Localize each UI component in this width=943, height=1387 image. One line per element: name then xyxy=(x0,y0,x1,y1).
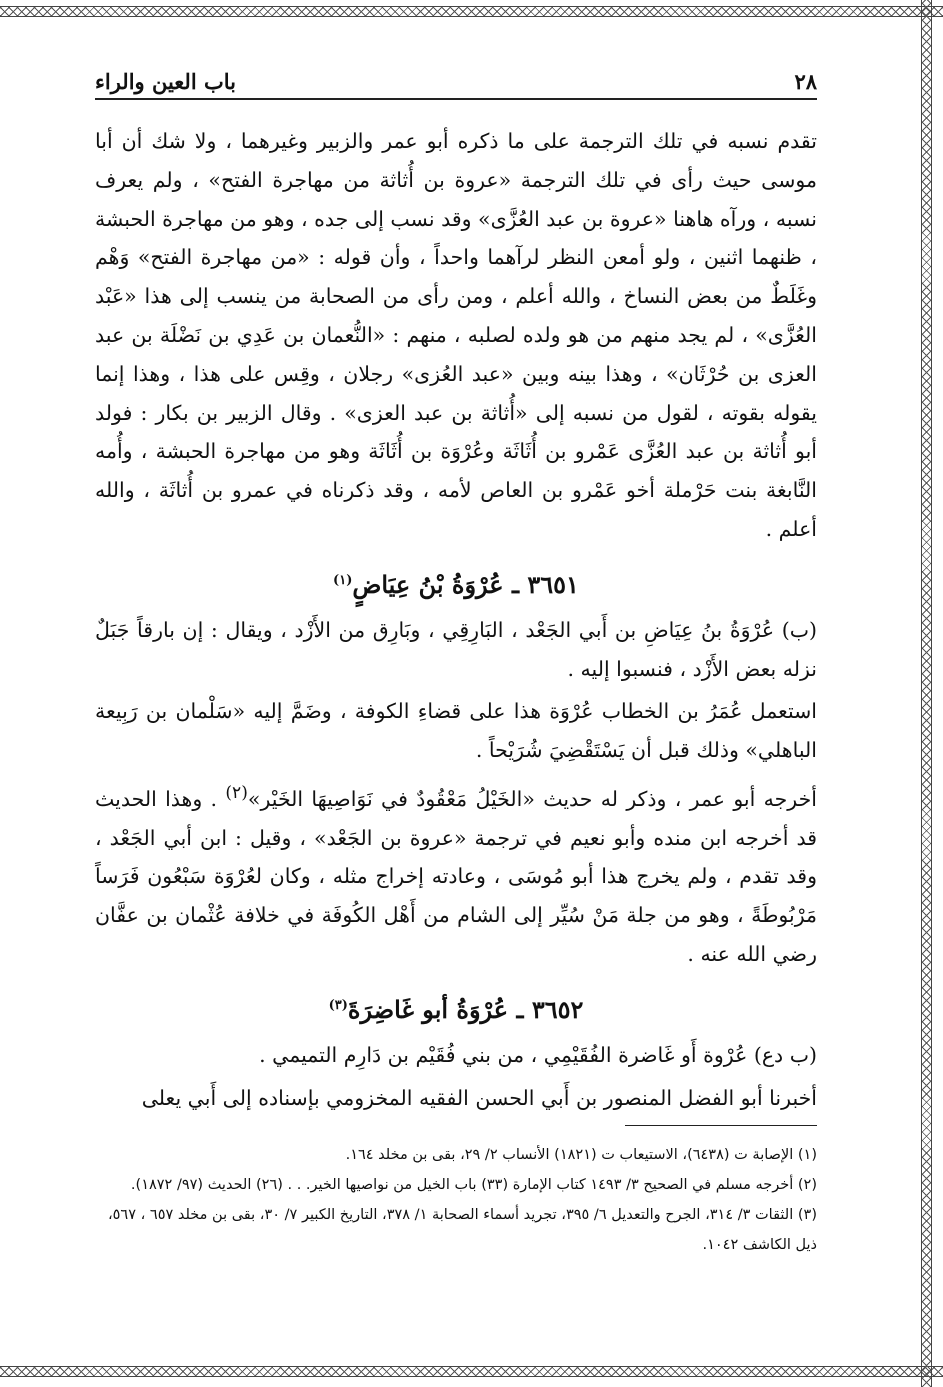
paragraph-4 xyxy=(95,774,817,974)
footnotes xyxy=(95,1140,817,1260)
footnote-ref-2: (٢) xyxy=(225,782,248,803)
footnote-ref-1: (١) xyxy=(333,572,353,588)
right-ornamental-border xyxy=(921,0,932,1387)
entry-3651-title xyxy=(95,557,817,609)
footnote-3: (٣) الثقات ٣/ ٣١٤، الجرح والتعديل ٦/ ٣٩٥، تجريد أسماء الصحابة ١/ ٣٧٨، التاريخ الكبير ٧/ ٣٠، بقى بن مخلد ٦٥٧ ، ٥٦٧، ذيل الكاشف ١٠٤٢. xyxy=(107,1207,817,1253)
footnote-separator xyxy=(625,1125,817,1126)
paragraph-2: (ب) عُرْوَةُ بنُ عِيَاضِ بن أَبي الجَعْد ، البَارِقِي ، وبَارِق من الأَزْد ، ويقال : إن بارقاً جَبَلٌ نزله بعض الأَزْد ، فنسبوا إليه . xyxy=(95,617,817,681)
top-ornamental-border xyxy=(0,6,943,17)
main-text xyxy=(95,122,817,1121)
paragraph-4-part-a: أخرجه أبو عمر ، وذكر له حديث «الخَيْلُ مَعْقُودٌ في نَوَاصِيهَا الخَيْر» xyxy=(247,786,817,811)
paragraph-3: استعمل عُمَرُ بن الخطاب عُرْوَة هذا على قضاءِ الكوفة ، وضَمَّ إليه «سَلْمان بن رَبِيعة الباهلي» وذلك قبل أن يَسْتَقْضِيَ شُرَيْحاً . xyxy=(95,699,817,763)
page-number: ٢٨ xyxy=(794,69,817,94)
footnote-2: (٢) أخرجه مسلم في الصحيح ٣/ ١٤٩٣ كتاب الإمارة (٣٣) باب الخيل من نواصيها الخير. . . (٢٦) الحديث (٩٧/ ١٨٧٢). xyxy=(130,1177,817,1193)
paragraph-4-part-b: . وهذا الحديث قد أخرجه ابن منده وأبو نعيم في ترجمة «عروة بن الجَعْد» ، وقيل : ابن أبي الجَعْد ، وقد تقدم ، ولم يخرج هذا أبو مُوسَى ، وعادته إخراج مثله ، وكان لعُرْوَة سَبْعُون فَرَساً مَرْبُوطَةً ، وهو من جلة مَنْ سُيِّر إلى الشام من أَهْل الكُوفَة في خلافة عُثْمان بن عفَّان رضي الله عنه . xyxy=(95,786,818,966)
paragraph-1: تقدم نسبه في تلك الترجمة على ما ذكره أبو عمر والزبير وغيرهما ، ولا شك أن أبا موسى حيث رأى في تلك الترجمة «عروة بن أُثاثة من مهاجرة الفتح» ، ولم يعرف نسبه ، ورآه هاهنا «عروة بن عبد العُزَّى» وقد نسب إلى جده ، وهو من مهاجرة الحبشة ، ظنهما اثنين ، ولو أمعن النظر لرآهما واحداً ، وأن قوله : «من مهاجرة الفتح» وَهْم وغَلَطٌ من بعض النساخ ، والله أعلم ، ومن رأى من الصحابة من ينسب إلى هذا «عَبْد العُزَّى» ، لم يجد منهم من هو ولده لصلبه ، منهم : «النُّعمان بن عَدِي بن نَضْلَة بن عبد العزى بن حُرْثَان» ، وهذا بينه وبين «عبد العُزى» رجلان ، وقِس على هذا ، وهذا إنما يقوله بقوته ، لقول من نسبه إلى «أُثاثة بن عبد العزى» . وقال الزبير بن بكار : فولد أبو أُثاثة بن عبد العُزَّى عَمْرو بن أُثَاثَة وعُرْوَة بن أُثَاثَة وهو من مهاجرة الحبشة ، وأُمه النَّابغة بنت حَرْملة أخو عَمْرو بن العاص لأمه ، وقد ذكرناه في عمرو بن أُثاثَة ، والله أعلم . xyxy=(95,129,817,541)
page-header xyxy=(95,64,817,100)
footnote-1: (١) الإصابة ت (٦٤٣٨)، الاستيعاب ت (١٨٢١) الأنساب ٢/ ٢٩، بقى بن مخلد ١٦٤. xyxy=(345,1147,817,1163)
paragraph-5: (ب دع) عُرْوة أَو غَاضرة الفُقَيْمِي ، من بني فُقَيْم بن دَارِم التميمي . xyxy=(259,1042,817,1067)
paragraph-6: أخبرنا أبو الفضل المنصور بن أَبي الحسن الفقيه المخزومي بإسناده إلى أَبي يعلى xyxy=(141,1085,817,1110)
entry-3652-heading: ٣٦٥٢ ـ عُرْوَةُ أبو غَاضِرَةَ xyxy=(347,994,584,1024)
running-title: باب العين والراء xyxy=(95,69,236,94)
entry-3651-heading: ٣٦٥١ ـ عُرْوَةُ بْنُ عِيَاضٍ xyxy=(352,569,579,599)
entry-3652-title xyxy=(95,982,817,1034)
bottom-ornamental-border xyxy=(0,1366,943,1377)
footnote-ref-3: (٣) xyxy=(328,997,348,1013)
